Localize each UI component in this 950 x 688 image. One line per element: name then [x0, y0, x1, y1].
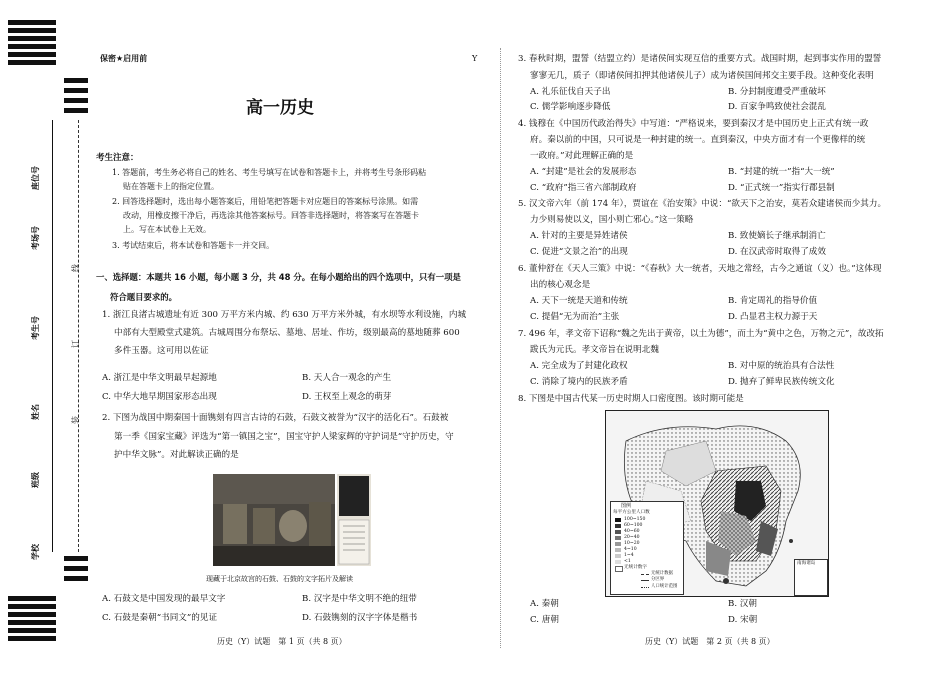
strip-bar: [64, 98, 88, 103]
note-line: 改动，用橡皮擦干净后，再选涂其他答案标号。回答非选择题时，将答案写在答题卡: [123, 211, 419, 220]
rubbing-illustration: [337, 474, 371, 566]
q3-stem: 3. 春秋时期，盟誓（结盟立约）是诸侯间实现互信的重要方式。战国时期，起到事实作用的盟誓: [518, 54, 882, 64]
field-school: 学校: [31, 544, 40, 560]
section-heading-cont: 符合题目要求的。: [110, 292, 177, 302]
note-line: 1. 答题前，考生务必将自己的姓名、考生号填写在试卷和答题卡上，并将考生号条形码粘: [112, 168, 427, 177]
legend-swatch: [615, 554, 621, 558]
q8-stem: 8. 下图是中国古代某一历史时期人口密度图。该时期可能是: [518, 394, 744, 404]
q7-stem: 跋氏为元氏。孝文帝旨在说明北魏: [530, 345, 659, 355]
cut-mark-bind: 订: [71, 340, 80, 348]
q7-option-c: C. 消除了境内的民族矛盾: [530, 377, 628, 387]
legend-swatch: [615, 542, 621, 546]
legend-swatch: [615, 560, 621, 564]
legend-swatch: [615, 566, 623, 572]
q6-stem: 6. 董仲舒在《天人三策》中说：“《春秋》大一统者，天地之常经，古今之通谊（义）也。”这体现: [518, 264, 882, 274]
q4-option-b: B. “封建的统一”指“大一统”: [728, 167, 835, 177]
q1-option-c: C. 中华大地早期国家形态出现: [102, 392, 217, 402]
legend-line-label: 人口统计范围: [651, 584, 678, 589]
strip-bar: [8, 36, 56, 41]
q2-image-caption: 现藏于北京故宫的石鼓、石鼓的文字拓片及解读: [206, 575, 353, 583]
q4-stem: 4. 钱穆在《中国历代政治得失》中写道：“严格说来，要到秦汉才是中国历史上正式有统一政: [518, 119, 869, 129]
q3-option-a: A. 礼乐征伐自天子出: [530, 87, 611, 97]
legend-item: 无统计数字: [624, 565, 647, 570]
strip-bar: [8, 20, 56, 25]
cut-mark-line: 线: [71, 264, 80, 272]
strip-bar: [8, 636, 56, 641]
q8-option-c: C. 唐朝: [530, 615, 559, 625]
field-class: 班级: [31, 472, 40, 488]
q3-stem: 寥寥无几，质子（即诸侯间扣押其他诸侯儿子）成为诸侯国间邦交主要手段。这种变化表明: [530, 71, 874, 81]
population-density-map: [605, 410, 829, 597]
note-line: 2. 回答选择题时，选出每小题答案后，用铅笔把答题卡对应题目的答案标号涂黑。如需: [112, 197, 419, 206]
page-title: 高一历史: [246, 98, 314, 118]
legend-line-label: 无统计数据: [651, 571, 673, 576]
q2-option-c: C. 石鼓是秦朝“书同文”的见证: [102, 613, 218, 623]
footer-page-2: 历史（Y）试题 第 2 页（共 8 页）: [645, 637, 775, 646]
legend-line: [641, 587, 649, 588]
q5-stem: 5. 汉文帝六年（前 174 年），贾谊在《治安策》中说：“欲天下之治安，莫若众建诸侯而少其力。: [518, 199, 887, 209]
q7-option-b: B. 对中原的统治具有合法性: [728, 361, 835, 371]
q6-option-b: B. 肯定周礼的指导价值: [728, 296, 818, 306]
legend-swatch: [615, 530, 621, 534]
map-legend: [610, 501, 684, 595]
strip-bar: [64, 88, 88, 93]
note-line: 贴在答题卡上的指定位置。: [123, 182, 219, 191]
legend-item: 4~10: [624, 547, 637, 552]
q2-stem: 2. 下图为战国中期秦国十面镌刻有四言古诗的石鼓，石鼓文被誉为“汉字的活化石”。石鼓被: [102, 413, 449, 423]
strip-bar: [8, 28, 56, 33]
q1-option-b: B. 天人合一观念的产生: [302, 373, 392, 383]
strip-bar: [64, 566, 88, 571]
version-mark: Y: [472, 54, 478, 63]
legend-swatch: [615, 524, 621, 528]
page-divider: [500, 48, 502, 648]
field-room-number: 考场号: [31, 226, 40, 250]
strip-bar: [64, 576, 88, 581]
strip-bar: [8, 596, 56, 601]
q5-option-a: A. 针对的主要是异姓诸侯: [530, 231, 628, 241]
strip-bar: [8, 52, 56, 57]
q1-stem: 中部有大型殿堂式建筑。古城周围分布祭坛、墓地、居址、作坊，级别最高的墓地随葬 600: [114, 328, 460, 338]
field-name: 姓名: [31, 404, 40, 420]
strip-bar: [8, 612, 56, 617]
legend-item: 40~60: [624, 529, 640, 534]
strip-bar: [64, 78, 88, 83]
q4-option-c: C. “政府”指三省六部制政府: [530, 183, 637, 193]
binding-strip: [0, 0, 88, 688]
strip-bar: [8, 628, 56, 633]
legend-line: [641, 574, 649, 575]
rubbing-image: [337, 474, 371, 566]
legend-subtitle: 每平方公里人口数: [613, 510, 650, 515]
q4-stem: 一政府。”对此理解正确的是: [530, 151, 634, 161]
q8-option-a: A. 秦朝: [530, 599, 559, 609]
q1-option-a: A. 浙江是中华文明最早起源地: [102, 373, 217, 383]
q6-option-c: C. 提倡“无为而治”主张: [530, 312, 620, 322]
footer-page-1: 历史（Y）试题 第 1 页（共 8 页）: [217, 637, 347, 646]
stone-drum-photo: [213, 474, 335, 566]
q2-stem: 护中华文脉”。对此解读正确的是: [114, 450, 239, 460]
legend-item: <1: [624, 559, 631, 564]
legend-item: 1~4: [624, 553, 634, 558]
q6-option-a: A. 天下一统是天道和传统: [530, 296, 628, 306]
q4-option-a: A. “封建”是社会的发展形态: [530, 167, 637, 177]
inset-label: 南海诸岛: [797, 561, 816, 566]
q7-stem: 7. 496 年，孝文帝下诏称“魏之先出于黄帝，以土为德”，而土为“黄中之色，万物之元”，故改拓: [518, 329, 884, 339]
q6-stem: 出的核心观念是: [530, 280, 591, 290]
q2-option-d: D. 石鼓镌刻的汉字字体是楷书: [302, 613, 418, 623]
legend-item: 10~20: [624, 541, 640, 546]
stone-drum-illustration: [213, 474, 335, 566]
legend-line-label: 分区界: [651, 577, 665, 582]
q7-option-d: D. 抛弃了鲜卑民族传统文化: [728, 377, 835, 387]
strip-bar: [8, 620, 56, 625]
note-line: 3. 考试结束后，将本试卷和答题卡一并交回。: [112, 241, 275, 250]
q6-option-d: D. 凸显君主权力源于天: [728, 312, 818, 322]
note-line: 上。写在本试卷上无效。: [123, 225, 211, 234]
q2-option-a: A. 石鼓文是中国发现的最早文字: [102, 594, 226, 604]
strip-bar: [8, 60, 56, 65]
secret-label: 保密★启用前: [100, 54, 148, 63]
cut-mark-fold: 装: [71, 416, 80, 424]
q3-option-c: C. 儒学影响逐步降低: [530, 102, 611, 112]
legend-line: [641, 580, 649, 581]
legend-item: 20~40: [624, 535, 640, 540]
strip-bar: [64, 556, 88, 561]
legend-swatch: [615, 536, 621, 540]
q4-option-d: D. “正式统一”指实行郡县制: [728, 183, 835, 193]
q2-option-b: B. 汉字是中华文明不绝的纽带: [302, 594, 417, 604]
q8-option-d: D. 宋朝: [728, 615, 758, 625]
legend-item: 100~150: [624, 517, 646, 522]
q3-option-b: B. 分封制度遭受严重破坏: [728, 87, 826, 97]
map-inset: [794, 559, 828, 596]
strip-line: [52, 120, 53, 552]
q2-stem: 第一季《国家宝藏》评选为“第一镇国之宝”，国宝守护人梁家辉的守护词是“守护历史，守: [114, 432, 454, 442]
field-seat-number: 座位号: [31, 166, 40, 190]
legend-swatch: [615, 548, 621, 552]
cut-line: [78, 120, 79, 552]
q1-stem: 多件玉器。这可用以佐证: [114, 346, 209, 356]
strip-bar: [8, 44, 56, 49]
legend-title: 图例: [621, 503, 632, 509]
q1-stem: 1. 浙江良渚古城遗址有近 300 万平方米内城、约 630 万平方米外城，有水坝等水利设施，内城: [102, 310, 467, 320]
q7-option-a: A. 完全成为了封建化政权: [530, 361, 628, 371]
q5-option-c: C. 促进“文景之治”的出现: [530, 247, 628, 257]
legend-swatch: [615, 518, 621, 522]
legend-item: 60~100: [624, 523, 643, 528]
q1-option-d: D. 王权至上观念的萌芽: [302, 392, 392, 402]
field-student-number: 考生号: [31, 316, 40, 340]
strip-bar: [8, 604, 56, 609]
strip-bar: [64, 108, 88, 113]
q5-stem: 力少则易使以义，国小则亡邪心。”这一策略: [530, 215, 694, 225]
q4-stem: 府。秦以前的中国，只可说是一种封建的统一。直到秦汉，中央方面才有一个更像样的统: [530, 135, 866, 145]
notes-heading: 考生注意：: [96, 153, 139, 163]
q8-option-b: B. 汉朝: [728, 599, 757, 609]
q5-option-d: D. 在汉武帝时取得了成效: [728, 247, 826, 257]
q5-option-b: B. 致使嫡长子继承制消亡: [728, 231, 826, 241]
q3-option-d: D. 百家争鸣致使社会混乱: [728, 102, 826, 112]
section-heading: 一、选择题：本题共 16 小题，每小题 3 分，共 48 分。在每小题给出的四个选项中，只有一项是: [96, 272, 461, 282]
